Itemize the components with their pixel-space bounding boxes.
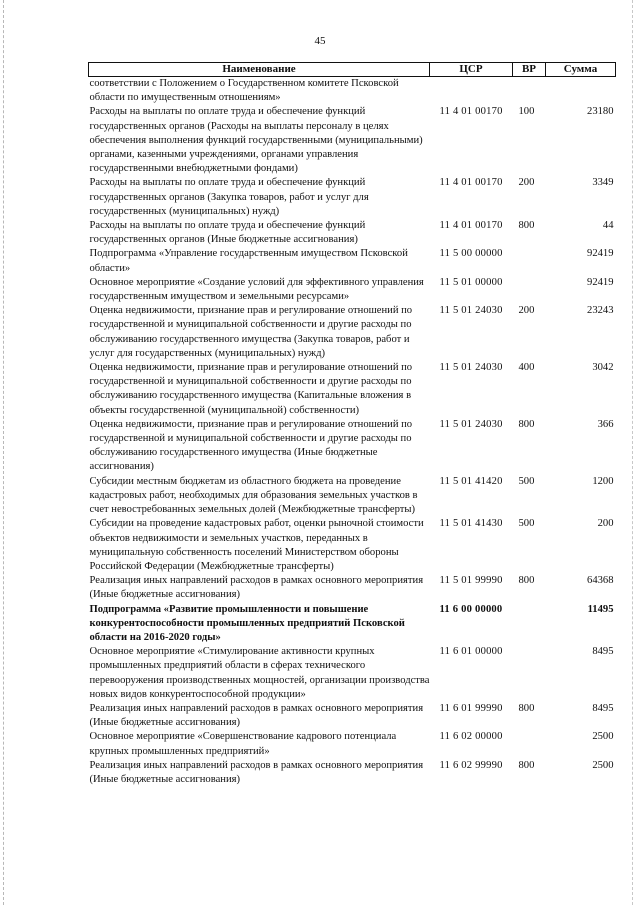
cell-csr: 11 4 01 00170	[439, 106, 503, 118]
cell-sum: 11495	[587, 603, 614, 615]
page-number: 45	[314, 35, 326, 47]
table-row	[89, 730, 616, 758]
cell-vr: 800	[518, 702, 535, 714]
header-csr: ЦСР	[430, 63, 513, 77]
cell-csr: 11 5 01 24030	[439, 362, 503, 374]
cell-sum: 2500	[592, 759, 614, 771]
cell-name: Основное мероприятие «Совершенствование кадрового потенциала крупных промышленных предприятий»	[89, 731, 397, 757]
cell-sum: 44	[602, 220, 614, 232]
table-row	[89, 105, 616, 176]
cell-sum: 3349	[592, 177, 614, 189]
cell-name: соответствии с Положением о Государственном комитете Псковской области по имущественным отношениям»	[89, 78, 399, 104]
cell-sum: 8495	[592, 646, 614, 658]
cell-vr: 500	[518, 518, 535, 530]
cell-sum: 92419	[587, 276, 614, 288]
cell-vr	[513, 247, 546, 275]
cell-vr: 800	[518, 418, 535, 430]
cell-vr: 500	[518, 475, 535, 487]
cell-name: Подпрограмма «Управление государственным имуществом Псковской области»	[89, 248, 408, 274]
table-row	[89, 702, 616, 730]
cell-csr: 11 6 01 00000	[439, 646, 503, 658]
cell-vr: 400	[518, 362, 535, 374]
cell-name: Реализация иных направлений расходов в рамках основного мероприятия (Иные бюджетные ассигнования)	[89, 702, 424, 729]
cell-sum	[546, 77, 616, 106]
cell-vr	[513, 276, 546, 304]
table-row	[89, 517, 616, 574]
table-row	[89, 603, 616, 646]
table-row	[89, 759, 616, 787]
table-row	[89, 645, 616, 702]
cell-sum: 1200	[592, 475, 614, 487]
cell-sum: 64368	[587, 575, 614, 587]
budget-table	[88, 62, 616, 787]
cell-name: Реализация иных направлений расходов в рамках основного мероприятия (Иные бюджетные ассигнования)	[89, 575, 424, 601]
cell-vr: 800	[518, 220, 535, 232]
table-row	[89, 574, 616, 602]
cell-csr: 11 5 01 41430	[439, 518, 503, 530]
cell-csr: 11 6 02 99990	[439, 759, 503, 771]
cell-name: Оценка недвижимости, признание прав и регулирование отношений по государственной и муниципальной собственности и другие расходы по обслуживанию государственного имущества (Иные бюджетные ассигнования)	[89, 418, 413, 473]
cell-vr: 200	[518, 177, 535, 189]
cell-csr: 11 4 01 00170	[439, 177, 503, 189]
table-row	[89, 304, 616, 361]
cell-vr: 100	[518, 106, 535, 118]
cell-sum: 92419	[587, 248, 614, 260]
cell-csr	[430, 77, 513, 106]
cell-name: Основное мероприятие «Создание условий для эффективного управления государственным имуществом и земельными ресурсами»	[89, 276, 424, 303]
cell-vr	[513, 77, 546, 106]
cell-vr: 800	[518, 575, 535, 587]
cell-vr: 200	[518, 305, 535, 317]
cell-name: Оценка недвижимости, признание прав и регулирование отношений по государственной и муниципальной собственности и другие расходы по обслуживанию государственного имущества (Капитальные вложения в объекты государственной (муниципальной) собственности)	[89, 362, 413, 416]
cell-csr: 11 6 00 00000	[439, 603, 503, 615]
table-body	[89, 77, 616, 788]
table-row	[89, 77, 616, 106]
table-header-row	[89, 63, 616, 77]
cell-csr: 11 5 01 99990	[439, 575, 503, 587]
scan-edge-left	[3, 0, 5, 905]
cell-sum: 2500	[592, 731, 614, 743]
cell-name: Подпрограмма «Развитие промышленности и повышение конкурентоспособности промышленных предприятий Псковской области на 2016-2020 годы»	[89, 603, 405, 643]
cell-sum: 366	[597, 418, 614, 430]
cell-sum: 200	[597, 518, 614, 530]
cell-sum: 23243	[587, 305, 614, 317]
cell-vr	[513, 603, 546, 646]
cell-name: Основное мероприятие «Стимулирование активности крупных промышленных предприятий области в сферах технического перевооружения производственных мощностей, организации производства новых видов конкурентоспособной продукции»	[89, 646, 430, 700]
cell-sum: 3042	[592, 362, 614, 374]
cell-csr: 11 6 01 99990	[439, 702, 503, 714]
table-row	[89, 247, 616, 275]
cell-csr: 11 5 01 24030	[439, 418, 503, 430]
table-row	[89, 276, 616, 304]
cell-vr	[513, 645, 546, 702]
cell-vr	[513, 730, 546, 758]
cell-csr: 11 4 01 00170	[439, 220, 503, 232]
cell-name: Расходы на выплаты по оплате труда и обеспечение функций государственных органов (Расходы на выплаты персоналу в целях обеспечения выполнения функций государственными (муниципальными) органами, казенными учреждениями, органами управления государственными внебюджетными фондами)	[89, 106, 423, 175]
header-sum: Сумма	[546, 63, 616, 77]
cell-name: Реализация иных направлений расходов в рамках основного мероприятия (Иные бюджетные ассигнования)	[89, 759, 424, 785]
cell-name: Субсидии на проведение кадастровых работ, оценки рыночной стоимости объектов недвижимости и земельных участков, переданных в муниципальную собственность поселений Министерством обороны Российской Федерации (Межбюджетные трансферты)	[89, 518, 424, 572]
table-row	[89, 418, 616, 475]
cell-name: Расходы на выплаты по оплате труда и обеспечение функций государственных органов (Закупка товаров, работ и услуг для государственных (муниципальных) нужд)	[89, 177, 369, 217]
cell-csr: 11 6 02 00000	[439, 731, 503, 743]
cell-vr: 800	[518, 759, 535, 771]
cell-csr: 11 5 01 41420	[439, 475, 503, 487]
cell-sum: 23180	[587, 106, 614, 118]
header-vr: ВР	[513, 63, 546, 77]
table-row	[89, 219, 616, 247]
cell-csr: 11 5 00 00000	[439, 248, 503, 260]
scan-edge-right	[632, 0, 634, 905]
table-row	[89, 475, 616, 518]
cell-sum: 8495	[592, 702, 614, 714]
cell-name: Оценка недвижимости, признание прав и регулирование отношений по государственной и муниципальной собственности и другие расходы по обслуживанию государственного имущества (Закупка товаров, работ и услуг для государственных (муниципальных) нужд)	[89, 305, 413, 359]
table-row	[89, 176, 616, 219]
table-row	[89, 361, 616, 418]
cell-name: Субсидии местным бюджетам из областного бюджета на проведение кадастровых работ, необходимых для образования земельных участков в счет невостребованных земельных долей (Межбюджетные трансферты)	[89, 475, 418, 516]
cell-csr: 11 5 01 00000	[439, 276, 503, 288]
cell-name: Расходы на выплаты по оплате труда и обеспечение функций государственных органов (Иные бюджетные ассигнования)	[89, 220, 366, 246]
header-name: Наименование	[89, 63, 430, 77]
cell-csr: 11 5 01 24030	[439, 305, 503, 317]
